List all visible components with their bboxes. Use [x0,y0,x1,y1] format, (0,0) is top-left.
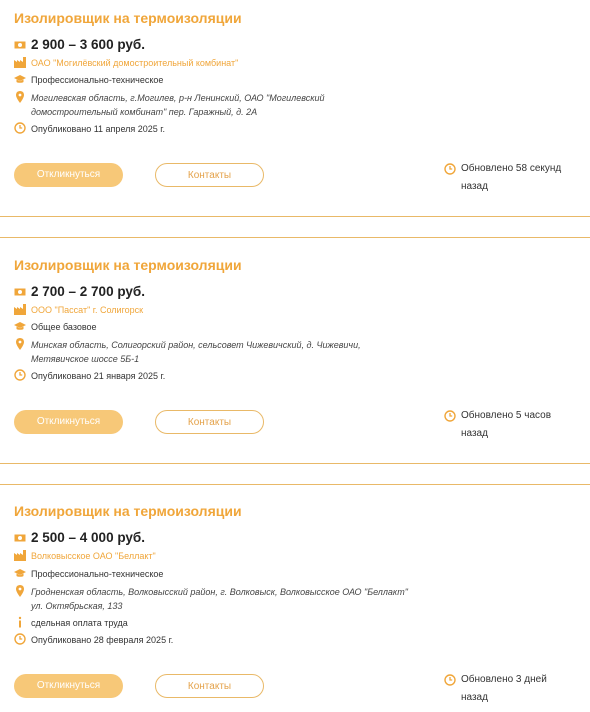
salary-row [14,530,145,546]
updated-text: Обновлено 3 дней [461,674,547,685]
vacancy-title[interactable]: Изолировщик на термоизоляции [14,503,242,519]
address-line-1: Минская область, Солигорский район, сельсовет Чижевичский, д. Чижевичи, [31,340,361,350]
pay-info: сдельная оплата труда [31,618,128,628]
salary-row [14,284,145,300]
education: Профессионально-техническое [31,569,164,579]
contacts-button[interactable]: Контакты [155,674,264,698]
contacts-button[interactable]: Контакты [155,163,264,187]
factory-icon [14,549,26,561]
vacancy-title[interactable]: Изолировщик на термоизоляции [14,257,242,273]
company-link[interactable]: Волковысское ОАО "Беллакт" [31,551,156,561]
education-row [14,567,163,581]
factory-icon [14,303,26,315]
address-line-2: Метявичское шоссе 5Б-1 [31,354,140,364]
location-pin-icon [14,338,26,350]
updated-text-suffix: назад [461,692,488,703]
info-icon [14,616,26,628]
published-date: Опубликовано 21 января 2025 г. [31,371,166,381]
address-line-1: Могилевская область, г.Могилев, р-н Ленинский, ОАО "Могилевский [31,93,325,103]
factory-icon [14,56,26,68]
updated-info [444,160,584,196]
clock-icon [444,163,456,175]
education-row [14,320,97,334]
company-link[interactable]: ООО "Пассат" г. Солигорск [31,305,144,315]
address-row [14,585,408,613]
published-row [14,369,165,383]
pay-info-row [14,616,128,630]
published-row [14,633,173,647]
published-row [14,122,165,136]
clock-icon [14,369,26,381]
education: Общее базовое [31,322,97,332]
company-link[interactable]: ОАО "Могилёвский домостроительный комбинат" [31,58,239,68]
money-icon [14,286,26,298]
published-date: Опубликовано 11 апреля 2025 г. [31,124,165,134]
updated-text: Обновлено 58 секунд [461,163,562,174]
card-divider [0,484,590,485]
clock-icon [14,122,26,134]
money-icon [14,39,26,51]
apply-button[interactable]: Откликнуться [14,163,123,187]
salary: 2 700 – 2 700 руб. [31,284,145,299]
updated-text-suffix: назад [461,428,488,439]
location-pin-icon [14,91,26,103]
updated-text: Обновлено 5 часов [461,410,552,421]
company-row [14,56,238,70]
salary: 2 900 – 3 600 руб. [31,37,145,52]
salary: 2 500 – 4 000 руб. [31,530,145,545]
contacts-button[interactable]: Контакты [155,410,264,434]
published-date: Опубликовано 28 февраля 2025 г. [31,635,174,645]
clock-icon [14,633,26,645]
apply-button[interactable]: Откликнуться [14,674,123,698]
address-line-2: домостроительный комбинат" пер. Гаражный, д. 2А [31,107,258,117]
card-divider [0,463,590,464]
education-row [14,73,163,87]
graduation-cap-icon [14,320,26,332]
card-divider [0,237,590,238]
address-row [14,91,325,119]
updated-info [444,407,584,443]
clock-icon [444,674,456,686]
apply-button[interactable]: Откликнуться [14,410,123,434]
company-row [14,549,156,563]
address-line-1: Гродненская область, Волковысский район, г. Волковыск, Волковысское ОАО "Беллакт" [31,587,408,597]
address-line-2: ул. Октябрьская, 133 [31,601,123,611]
money-icon [14,532,26,544]
vacancy-title[interactable]: Изолировщик на термоизоляции [14,10,242,26]
address-row [14,338,361,366]
graduation-cap-icon [14,73,26,85]
updated-info [444,671,584,707]
location-pin-icon [14,585,26,597]
salary-row [14,37,145,53]
clock-icon [444,410,456,422]
graduation-cap-icon [14,567,26,579]
updated-text-suffix: назад [461,181,488,192]
card-divider [0,216,590,217]
education: Профессионально-техническое [31,75,164,85]
company-row [14,303,143,317]
